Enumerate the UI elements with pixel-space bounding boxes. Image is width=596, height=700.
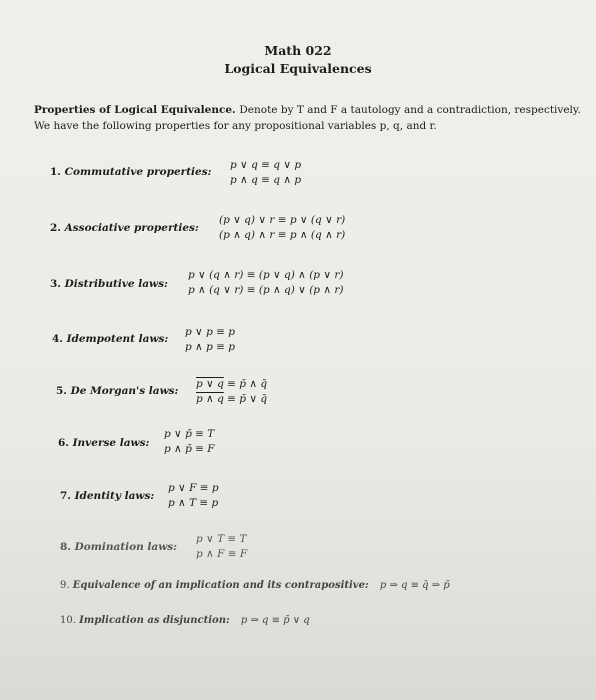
formula-line-2: (p ∧ q) ∧ r ≡ p ∧ (q ∧ r) [219, 229, 346, 241]
intro-paragraph [34, 102, 582, 134]
property-name: Inverse laws: [72, 437, 150, 449]
property-number: 2. [50, 222, 61, 234]
intro-heading: Properties of Logical Equivalence. [34, 104, 236, 116]
formula-line-1: p ∨ (q ∧ r) ≡ (p ∨ q) ∧ (p ∨ r) [188, 269, 344, 281]
property-number: 5. [56, 385, 67, 397]
property-number: 7. [60, 490, 71, 502]
property-number: 4. [52, 333, 63, 345]
formula-line-1: p ⇒ q ≡ p̄ ∨ q [240, 615, 310, 626]
formula-line-2: p ∧ F ≡ F [196, 548, 248, 560]
formula-line-1 [196, 377, 267, 392]
formula-line-1: p ∨ p̄ ≡ T [164, 428, 215, 440]
formula-line-1: p ∨ q ≡ q ∨ p [230, 159, 302, 171]
formula-line-2 [196, 392, 267, 407]
formula-line-1: p ∨ T ≡ T [196, 533, 247, 545]
formula-line-2: p ∧ T ≡ p [168, 497, 219, 509]
property-number: 6. [58, 437, 69, 449]
property-10 [60, 615, 310, 626]
disjunction-of-negations: p̄ ∨ q̄ [239, 393, 268, 405]
property-name: Domination laws: [74, 541, 178, 553]
negated-conjunction: p ∧ q [196, 393, 224, 405]
formula-line-2: p ∧ q ≡ q ∧ p [230, 174, 302, 186]
property-name: De Morgan's laws: [70, 385, 179, 397]
property-name: Idempotent laws: [66, 333, 169, 345]
conjunction-of-negations: p̄ ∧ q̄ [239, 378, 268, 390]
property-name: Implication as disjunction: [79, 615, 230, 626]
property-number: 3. [50, 278, 61, 290]
formula-line-1: (p ∨ q) ∨ r ≡ p ∨ (q ∨ r) [219, 214, 346, 226]
course-title: Math 022 [264, 43, 332, 58]
property-name: Associative properties: [64, 222, 199, 234]
formula-line-1: p ∨ F ≡ p [168, 482, 219, 494]
formula-line-2: p ∧ p̄ ≡ F [164, 443, 215, 455]
document-title [0, 42, 596, 78]
property-9 [60, 580, 450, 591]
formula-line-1: p ∨ p ≡ p [185, 326, 235, 338]
formula-line-2: p ∧ p ≡ p [185, 341, 235, 353]
property-number: 10. [60, 615, 76, 626]
property-name: Equivalence of an implication and its contrapositive: [72, 580, 369, 591]
property-number: 8. [60, 541, 71, 553]
formula-line-2: p ∧ (q ∨ r) ≡ (p ∧ q) ∨ (p ∧ r) [188, 284, 344, 296]
property-number: 1. [50, 166, 61, 178]
formula-line-1: p ⇒ q ≡ q̄ ⇒ p̄ [379, 580, 450, 591]
equiv-symbol: ≡ [223, 393, 240, 405]
property-number: 9. [60, 580, 70, 591]
property-name: Identity laws: [74, 490, 155, 502]
equiv-symbol: ≡ [223, 378, 240, 390]
intro-text: Denote by T and F a tautology and a contradiction, respectively. We have the following properties for any propositional variables p, q, and r. [34, 104, 581, 132]
topic-title: Logical Equivalences [224, 61, 372, 76]
negated-disjunction: p ∨ q [196, 378, 224, 390]
property-name: Distributive laws: [64, 278, 168, 290]
property-name: Commutative properties: [64, 166, 212, 178]
